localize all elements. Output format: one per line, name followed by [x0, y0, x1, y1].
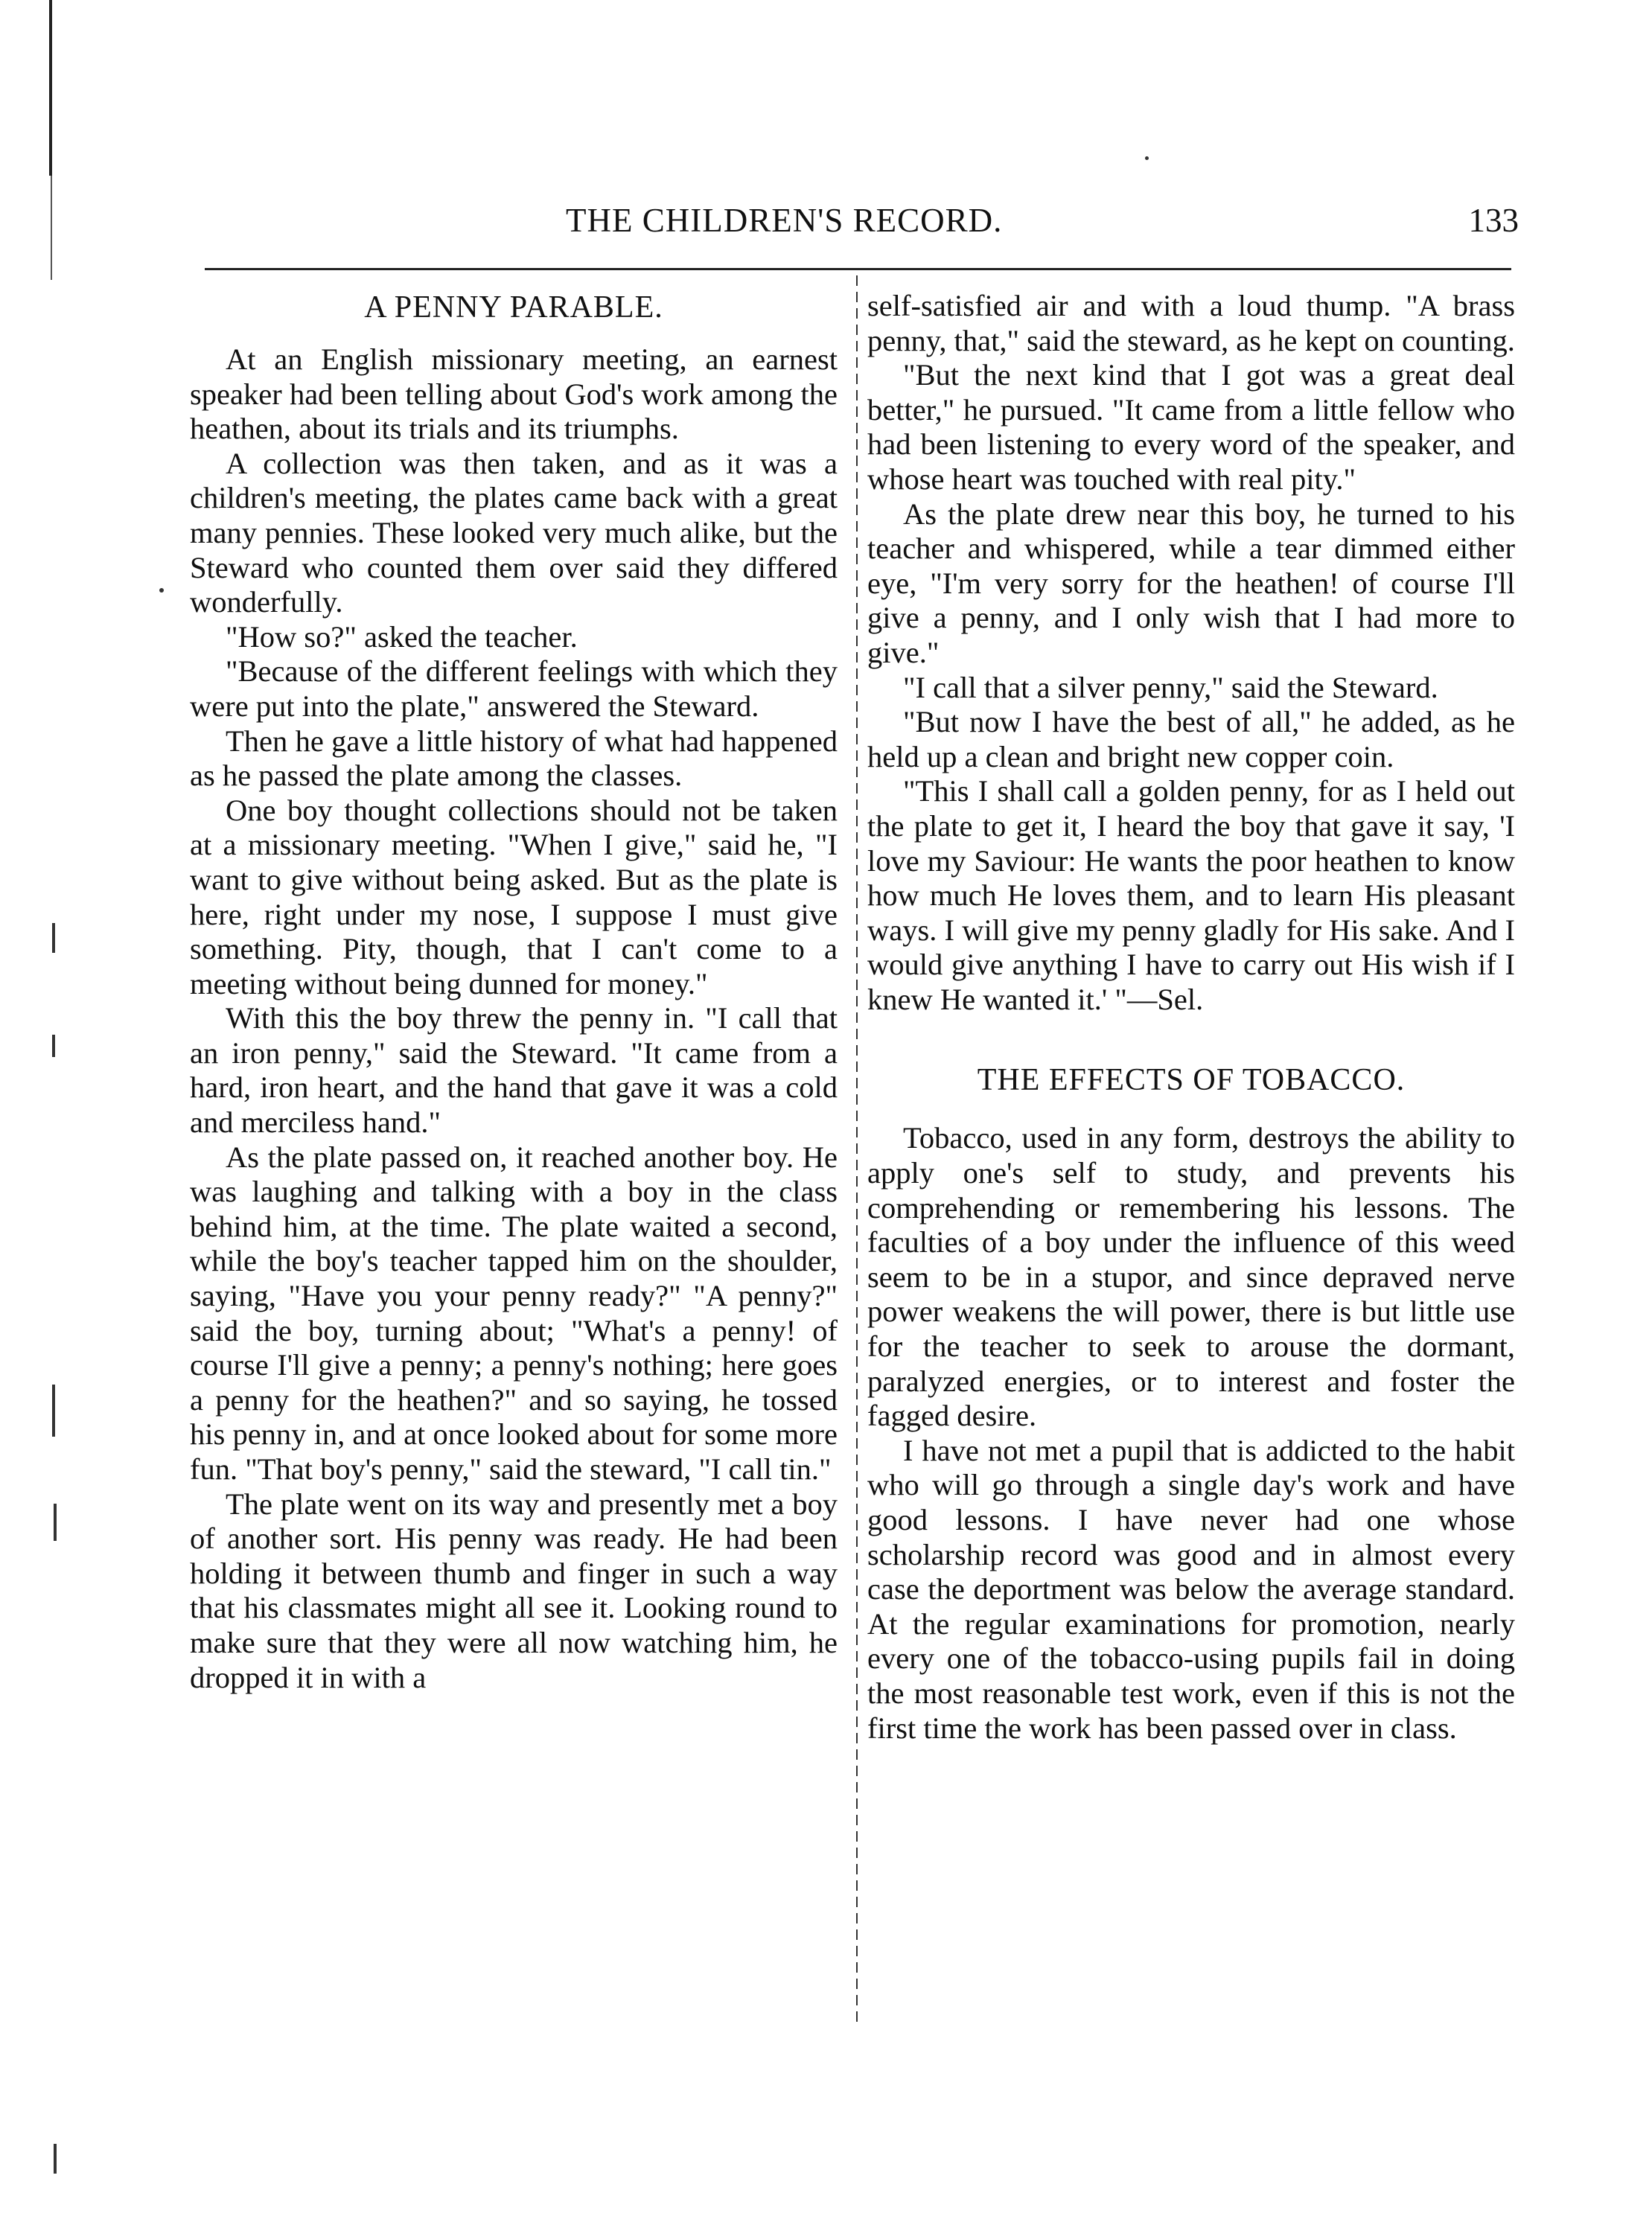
margin-mark — [52, 1385, 55, 1437]
paragraph: As the plate passed on, it reached another boy. He was laughing and talking with a boy in the class behind him, at the time. The plate waited a second, while the boy's teacher tapped him on the shoulder, saying, "Have you your penny ready?" "A penny?" said the boy, turning about; "What's a penny! of course I'll give a penny; a penny's nothing; here goes a penny for the heathen?" and so saying, he tossed his penny in, and at once looked about for some more fun. "That boy's penny," said the steward, "I call tin." — [190, 1140, 838, 1486]
paragraph-continued: self-satisfied air and with a loud thump. "A brass penny, that," said the steward, as he kept on counting. — [867, 289, 1515, 357]
article-title-effects-of-tobacco: THE EFFECTS OF TOBACCO. — [977, 1063, 1406, 1098]
margin-mark — [52, 1035, 55, 1057]
paragraph: "Because of the different feelings with which they were put into the plate," answered the Steward. — [190, 654, 838, 723]
article-title-penny-parable: A PENNY PARABLE. — [364, 290, 663, 325]
paragraph: "How so?" asked the teacher. — [226, 619, 578, 654]
running-header — [194, 201, 1519, 253]
speck — [1145, 156, 1149, 160]
binding-edge-line — [49, 0, 52, 176]
column-divider — [856, 275, 858, 2025]
paragraph: Tobacco, used in any form, destroys the ability to apply one's self to study, and prevents his comprehending or remembering his lessons. The faculties of a boy under the influence of this weed seem to be in a stupor, and since depraved nerve power weakens the will power, there is but little use for the teacher to seek to arouse the dormant, paralyzed energies, or to interest and foster the fagged desire. — [867, 1121, 1515, 1433]
paragraph: "But the next kind that I got was a great deal better," he pursued. "It came from a little fellow who had been listening to every word of the speaker, and whose heart was touched with real pity." — [867, 358, 1515, 496]
paragraph: With this the boy threw the penny in. "I call that an iron penny," said the Steward. "It came from a hard, iron heart, and the hand that gave it was a cold and merciless hand." — [190, 1001, 838, 1140]
margin-mark — [54, 2144, 57, 2174]
paragraph: "But now I have the best of all," he added, as he held up a clean and bright new copper coin. — [867, 705, 1515, 773]
paragraph: One boy thought collections should not be taken at a missionary meeting. "When I give," said he, "I want to give without being asked. But as the plate is here, right under my nose, I suppose I must give something. Pity, though, that I can't come to a meeting without being dunned for money." — [190, 793, 838, 1000]
paragraph: The plate went on its way and presently met a boy of another sort. His penny was ready. He had been holding it between thumb and finger in such a way that his classmates might all see it. Looking round to make sure that they were all now watching him, he dropped it in with a — [190, 1487, 838, 1694]
paragraph: "I call that a silver penny," said the Steward. — [903, 670, 1438, 704]
margin-mark — [52, 923, 55, 953]
paragraph: Then he gave a little history of what had happened as he passed the plate among the classes. — [190, 724, 838, 793]
paragraph: A collection was then taken, and as it was a children's meeting, the plates came back with a great many pennies. These looked very much alike, but the Steward who counted them over said they differed wonderfully. — [190, 446, 838, 619]
left-column — [190, 289, 838, 1695]
journal-title: THE CHILDREN'S RECORD. — [566, 202, 1003, 239]
right-column — [867, 289, 1515, 1746]
paragraph: At an English missionary meeting, an earnest speaker had been telling about God's work among the heathen, about its trials and its triumphs. — [190, 342, 838, 446]
paragraph: As the plate drew near this boy, he turned to his teacher and whispered, while a tear dimmed either eye, "I'm very sorry for the heathen! of course I'll give a penny, and I only wish that I had more to give." — [867, 497, 1515, 669]
margin-mark — [54, 1504, 57, 1541]
binding-edge-line-lower — [51, 176, 52, 280]
page-number: 133 — [1468, 202, 1519, 239]
paragraph: "This I shall call a golden penny, for as I held out the plate to get it, I heard the boy that gave it say, 'I love my Saviour: He wants the poor heathen to know how much He loves them, and to learn His pleasant ways. I will give my penny gladly for His sake. And I would give anything I have to carry out His wish if I knew He wanted it.' "—Sel. — [867, 774, 1515, 1016]
header-rule — [205, 268, 1511, 270]
speck — [159, 588, 164, 593]
paragraph: I have not met a pupil that is addicted to the habit who will go through a single day's work and have good lessons. I have never had one whose scholarship record was good and in almost every case the deportment was below the average standard. At the regular examinations for promotion, nearly every one of the tobacco-using pupils fail in doing the most reasonable test work, even if this is not the first time the work has been passed over in class. — [867, 1433, 1515, 1745]
